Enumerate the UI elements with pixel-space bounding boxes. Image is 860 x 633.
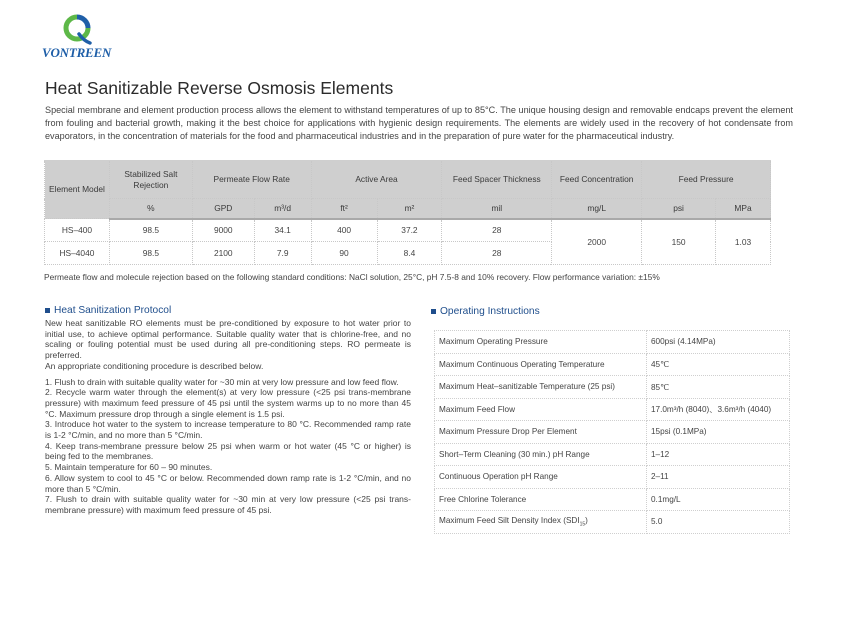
table-row	[435, 443, 790, 466]
sdi-label-suffix: )	[585, 515, 588, 525]
unit-percent: %	[109, 199, 192, 219]
table-row	[435, 331, 790, 354]
table-row	[435, 488, 790, 511]
protocol-step: 4. Keep trans-membrane pressure below 25 psi when warm or hot water (45 °C or higher) is being fed to the membranes.	[45, 440, 411, 462]
header-permeate-flow: Permeate Flow Rate	[192, 161, 311, 199]
table-row	[435, 511, 790, 534]
cell-concentration: 2000	[552, 219, 642, 265]
square-bullet-icon	[431, 309, 436, 314]
unit-mpa: MPa	[716, 199, 771, 219]
cell-model: HS–400	[45, 219, 110, 242]
page-title: Heat Sanitizable Reverse Osmosis Elements	[45, 78, 394, 98]
protocol-step: 1. Flush to drain with suitable quality water for ~30 min at very low pressure and low feed flow.	[45, 376, 399, 387]
table-row	[435, 353, 790, 376]
param-label: Maximum Feed Flow	[435, 398, 647, 421]
param-value: 45℃	[647, 353, 790, 376]
sdi-subscript: 15	[579, 521, 586, 528]
operating-table	[434, 330, 790, 534]
protocol-intro-2: An appropriate conditioning procedure is described below.	[45, 360, 264, 371]
unit-psi: psi	[642, 199, 716, 219]
header-salt-rejection: Stabilized Salt Rejection	[109, 161, 192, 199]
cell-area-ft2: 90	[311, 242, 377, 265]
param-label: Maximum Continuous Operating Temperature	[435, 353, 647, 376]
protocol-step: 7. Flush to drain with suitable quality water for ~30 min at very low pressure (<25 psi trans-membrane pressure) with maximum feed pressure of 45 psi.	[45, 494, 411, 515]
param-value: 0.1mg/L	[647, 488, 790, 511]
param-label: Maximum Pressure Drop Per Element	[435, 421, 647, 444]
cell-pressure-psi: 150	[642, 219, 716, 265]
param-value: 17.0m³/h (8040)、3.6m³/h (4040)	[647, 398, 790, 421]
param-label: Maximum Heat–sanitizable Temperature (25 psi)	[435, 376, 647, 399]
table-row	[435, 466, 790, 489]
table-row	[45, 219, 771, 242]
cell-flow-gpd: 2100	[192, 242, 254, 265]
param-label: Short–Term Cleaning (30 min.) pH Range	[435, 443, 647, 466]
param-value: 1–12	[647, 443, 790, 466]
header-feed-concentration: Feed Concentration	[552, 161, 642, 199]
protocol-step: 3. Introduce hot water to the system to increase temperature to 80 °C. Recommended ramp rate is 1-2 °C/min, and no more than 5 °C/min.	[45, 419, 411, 441]
param-value: 2–11	[647, 466, 790, 489]
protocol-heading	[45, 305, 171, 316]
cell-model: HS–4040	[45, 242, 110, 265]
cell-rejection: 98.5	[109, 242, 192, 265]
unit-mil: mil	[442, 199, 552, 219]
logo-q-icon	[62, 14, 92, 46]
protocol-body	[45, 318, 411, 516]
protocol-intro: New heat sanitizable RO elements must be pre-conditioned by exposure to hot water prior to initial use, to achieve optimal performance. Suitable quality water that is chlorine-free, and no scaling or fouling potential must be used during all pre-conditioning steps. RO permeate is preferred.	[45, 318, 411, 361]
spec-table	[44, 160, 771, 265]
header-active-area: Active Area	[311, 161, 442, 199]
protocol-step: 6. Allow system to cool to 45 °C or below. Recommended down ramp rate is 1-2 °C/min, and no more than 5 °C/min.	[45, 472, 411, 494]
cell-spacer: 28	[442, 219, 552, 242]
operating-heading	[431, 306, 540, 317]
cell-area-ft2: 400	[311, 219, 377, 242]
cell-area-m2: 37.2	[377, 219, 442, 242]
param-value: 15psi (0.1MPa)	[647, 421, 790, 444]
param-label: Maximum Operating Pressure	[435, 331, 647, 354]
header-element-model: Element Model	[45, 161, 110, 219]
sdi-label-text: Maximum Feed Silt Density Index (SDI	[439, 515, 580, 525]
square-bullet-icon	[45, 308, 50, 313]
logo-text: VONTREEN	[42, 45, 112, 60]
param-label: Free Chlorine Tolerance	[435, 488, 647, 511]
intro-paragraph: Special membrane and element production process allows the element to withstand temperatures of up to 85°C. The unique housing design and removable endcaps prevent the element from fouling and bacterial growth, making it the best choice for applications with hygienic design requirements. The elements are widely used in the recovery of hot condensate from evaporators, in the concentration of materials for the food and pharmaceutical industries and in the preparation of pure water for the pharmaceutical industry.	[45, 105, 793, 142]
unit-mgl: mg/L	[552, 199, 642, 219]
cell-rejection: 98.5	[109, 219, 192, 242]
unit-gpd: GPD	[192, 199, 254, 219]
cell-flow-m3d: 7.9	[254, 242, 311, 265]
unit-m2: m²	[377, 199, 442, 219]
header-feed-pressure: Feed Pressure	[642, 161, 771, 199]
protocol-step: 2. Recycle warm water through the element(s) at very low pressure (<25 psi trans-membrane pressure) with maximum feed pressure of 45 psi until the system warms up to no more than 45 °C. Maximum pressure drop through a single element is 1.5 psi.	[45, 387, 411, 419]
table-row	[435, 376, 790, 399]
unit-m3d: m³/d	[254, 199, 311, 219]
cell-pressure-mpa: 1.03	[716, 219, 771, 265]
param-value: 5.0	[647, 511, 790, 534]
cell-flow-gpd: 9000	[192, 219, 254, 242]
cell-spacer: 28	[442, 242, 552, 265]
param-value: 600psi (4.14MPa)	[647, 331, 790, 354]
header-feed-spacer: Feed Spacer Thickness	[442, 161, 552, 199]
brand-logo	[42, 14, 122, 62]
protocol-step: 5. Maintain temperature for 60 – 90 minutes.	[45, 462, 213, 473]
cell-area-m2: 8.4	[377, 242, 442, 265]
protocol-heading-text: Heat Sanitization Protocol	[54, 305, 172, 316]
table-row	[435, 421, 790, 444]
param-label: Continuous Operation pH Range	[435, 466, 647, 489]
unit-ft2: ft²	[311, 199, 377, 219]
operating-heading-text: Operating Instructions	[440, 306, 540, 317]
param-value: 85℃	[647, 376, 790, 399]
table-row	[435, 398, 790, 421]
param-label-sdi	[435, 511, 647, 534]
test-conditions-footnote: Permeate flow and molecule rejection based on the following standard conditions: NaCl solution, 25°C, pH 7.5-8 and 10% recovery. Flow performance variation: ±15%	[44, 272, 660, 282]
cell-flow-m3d: 34.1	[254, 219, 311, 242]
